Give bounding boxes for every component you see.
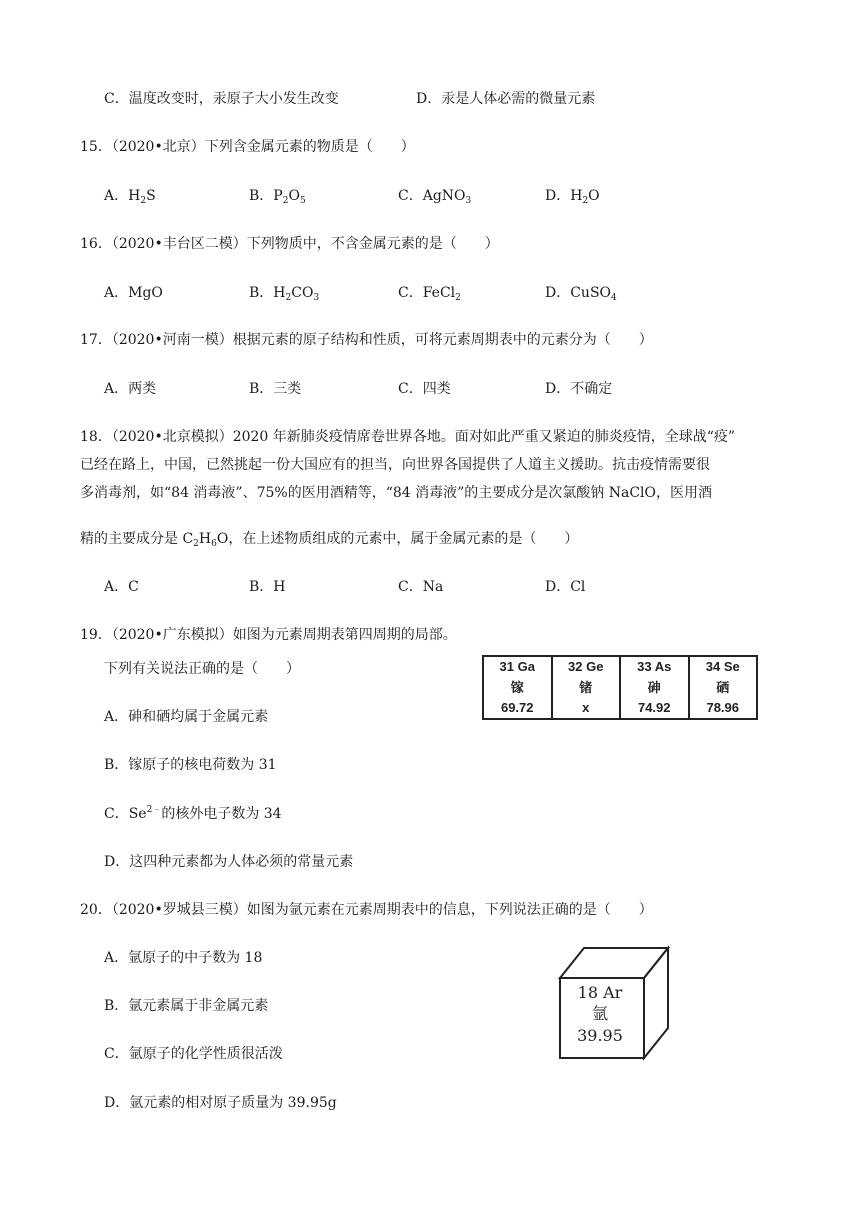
q19-option-c: C．$Se^{2﹣}$的核外电子数为 34	[104, 805, 282, 822]
element-name: 砷	[647, 679, 661, 695]
q17-option-d: D．不确定	[545, 381, 613, 397]
element-symbol: 34 Se	[705, 659, 740, 674]
element-mass: x	[582, 700, 590, 715]
element-symbol: 31 Ga	[499, 659, 535, 674]
q17-option-c: C．四类	[398, 381, 451, 397]
q20-option-a: A．氩原子的中子数为 18	[104, 950, 263, 966]
element-cell-ga	[484, 657, 553, 718]
q14-option-d: D．汞是人体必需的微量元素	[416, 91, 596, 107]
q20-option-d: D．氩元素的相对原子质量为 39.95g	[104, 1095, 337, 1111]
q18-option-d: D．Cl	[545, 579, 586, 595]
q19-stem: 19．（2020•广东模拟）如图为元素周期表第四周期的局部。	[80, 627, 457, 643]
element-mass: 74.92	[637, 700, 671, 715]
element-cell-as	[621, 657, 690, 718]
element-name: 硒	[716, 679, 730, 695]
q19-option-d: D．这四种元素都为人体必须的常量元素	[104, 854, 354, 870]
element-name: 锗	[579, 679, 593, 695]
cube-top-face	[560, 948, 668, 978]
q20-option-b: B．氩元素属于非金属元素	[104, 998, 269, 1014]
periodic-table-fragment	[482, 655, 758, 720]
q19-option-b: B．镓原子的核电荷数为 31	[104, 757, 277, 773]
q18-option-b: B．H	[249, 579, 286, 595]
q18-stem-line4: 精的主要成分是 $C_2H_6O$，在上述物质组成的元素中，属于金属元素的是（ ）	[80, 531, 579, 549]
cube-side-face	[644, 948, 668, 1058]
q15-option-d: D．$H_2O$	[545, 188, 600, 206]
q16-option-b: B．$H_2CO_3$	[249, 285, 320, 303]
element-symbol: 33 As	[637, 659, 672, 674]
q18-stem-line3: 多消毒剂，如“84 消毒液”、75%的医用酒精等，“84 消毒液”的主要成分是次氯酸钠 NaClO，医用酒	[80, 485, 712, 501]
q18-option-a: A．C	[104, 579, 139, 595]
q16-stem: 16．（2020•丰台区二模）下列物质中，不含金属元素的是（ ）	[80, 236, 499, 252]
element-name: 镓	[510, 679, 524, 695]
argon-name: 氩	[591, 1004, 608, 1023]
q17-stem: 17．（2020•河南一模）根据元素的原子结构和性质，可将元素周期表中的元素分为（ ）	[80, 332, 653, 348]
q19-option-a: A．砷和硒均属于金属元素	[104, 709, 269, 725]
q18-stem-line2: 已经在路上，中国，已然挑起一份大国应有的担当，向世界各国提供了人道主义援助。抗击疫情需要很	[80, 457, 710, 473]
q16-option-d: D．CuSO$_4$	[545, 285, 617, 303]
element-mass: 78.96	[706, 700, 740, 715]
q15-option-c: C．AgNO$_3$	[398, 188, 472, 206]
q14-option-c: C．温度改变时，汞原子大小发生改变	[104, 91, 339, 107]
q20-stem: 20．（2020•罗城县三模）如图为氩元素在元素周期表中的信息，下列说法正确的是（ ）	[80, 902, 653, 918]
q17-option-a: A．两类	[104, 381, 157, 397]
q16-option-c: C．FeCl$_2$	[398, 285, 461, 303]
element-mass: 69.72	[500, 700, 534, 715]
q20-option-c: C．氩原子的化学性质很活泼	[104, 1046, 283, 1062]
argon-symbol: 18 Ar	[577, 983, 623, 1002]
q15-option-a: A．$H_2S$	[104, 188, 156, 206]
element-cell-ge	[553, 657, 622, 718]
q19-stem-2: 下列有关说法正确的是（ ）	[104, 661, 300, 677]
q17-option-b: B．三类	[249, 381, 302, 397]
argon-mass: 39.95	[577, 1026, 623, 1045]
element-symbol: 32 Ge	[568, 659, 604, 674]
q15-option-b: B．$P_2O_5$	[249, 188, 306, 206]
q18-option-c: C．Na	[398, 579, 444, 595]
element-cell-se	[690, 657, 757, 718]
q15-stem: 15．（2020•北京）下列含金属元素的物质是（ ）	[80, 139, 415, 155]
q18-stem-line1: 18．（2020•北京模拟）2020 年新肺炎疫情席卷世界各地。面对如此严重又紧迫的肺炎疫情，全球战“疫”	[80, 429, 736, 445]
q16-option-a: A．MgO	[104, 285, 163, 301]
